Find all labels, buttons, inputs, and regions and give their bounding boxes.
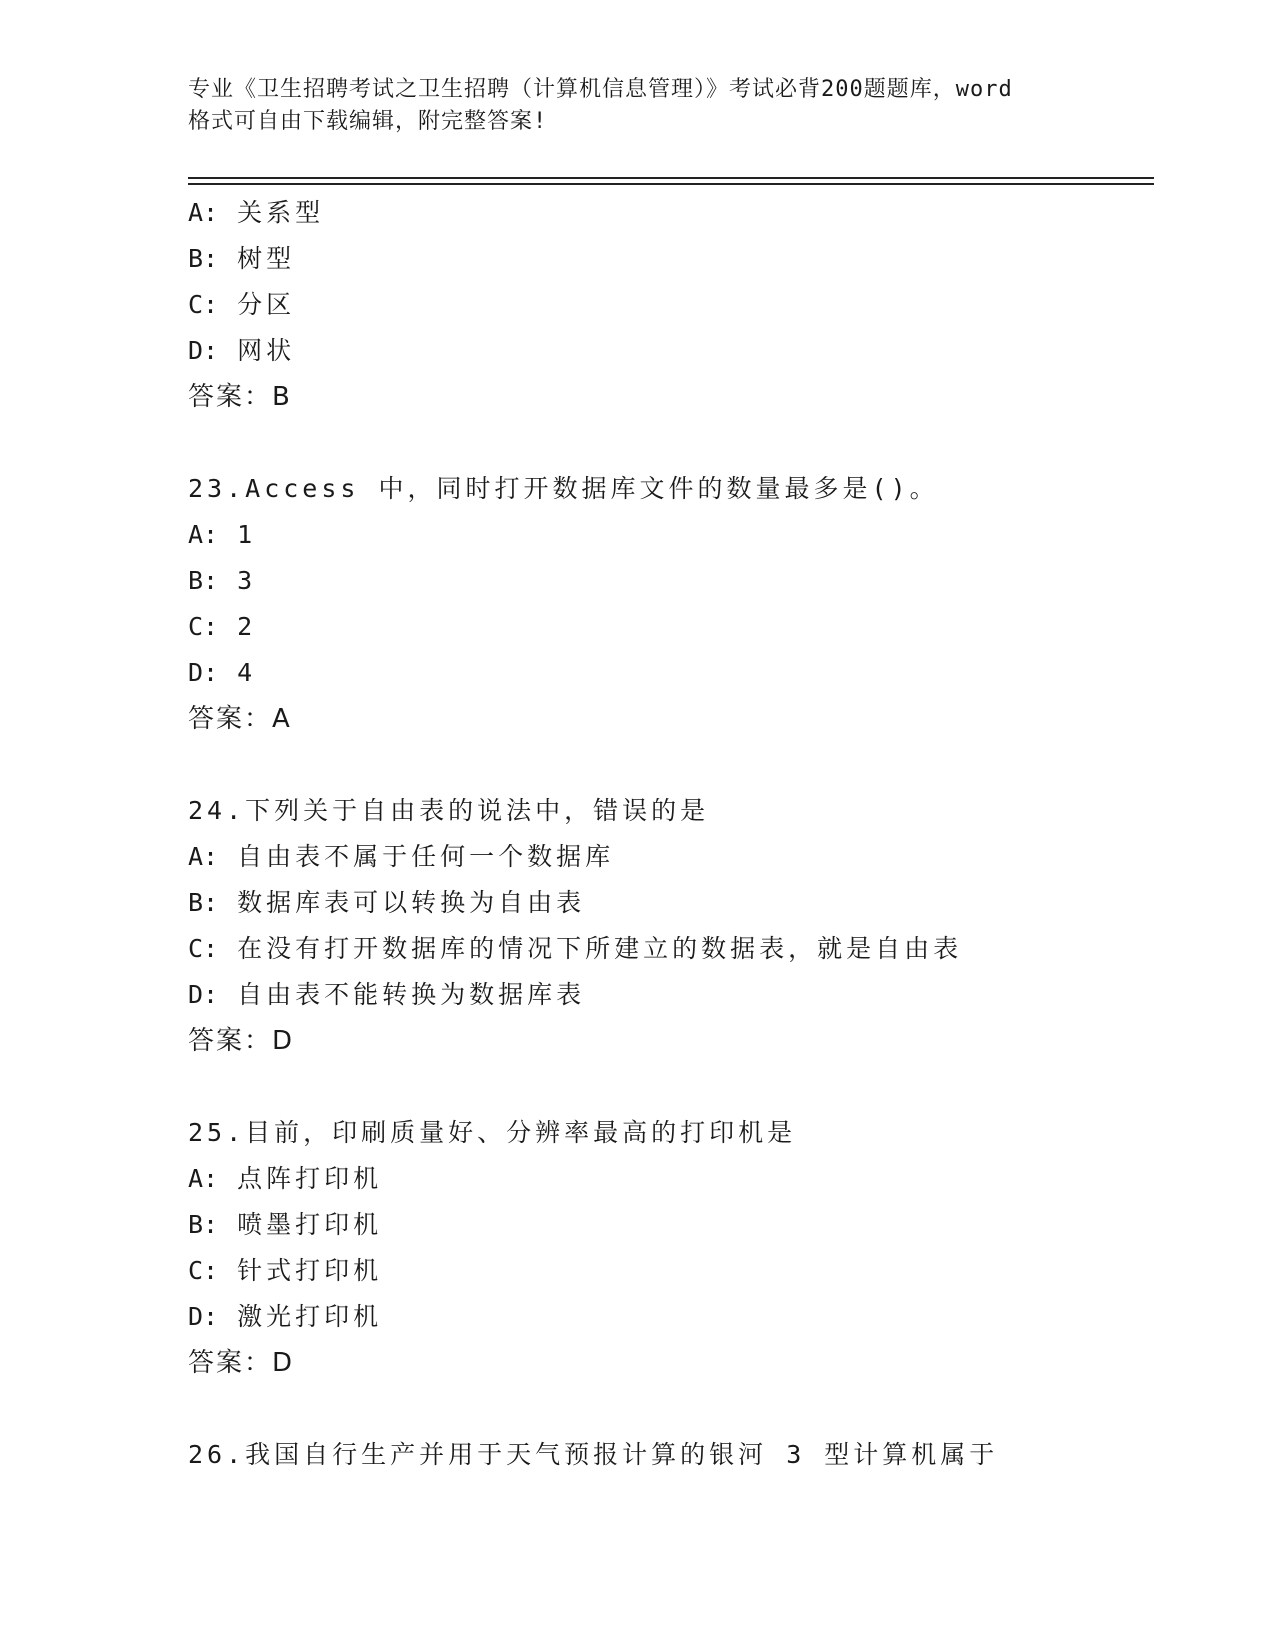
option-letter: B:	[188, 566, 219, 595]
option-row	[188, 972, 1188, 1018]
option-letter: C:	[188, 1256, 219, 1285]
option-letter: B:	[188, 888, 219, 917]
question-block-24	[188, 788, 1188, 1064]
option-letter: C:	[188, 290, 219, 319]
option-row	[188, 834, 1188, 880]
option-text: 2	[237, 612, 257, 641]
option-letter: B:	[188, 1210, 219, 1239]
option-row	[188, 926, 1188, 972]
question-stem: 23.Access 中，同时打开数据库文件的数量最多是()。	[188, 474, 939, 503]
option-text: 树型	[237, 244, 296, 273]
option-text: 4	[237, 658, 257, 687]
question-stem: 26.我国自行生产并用于天气预报计算的银河 3 型计算机属于	[188, 1440, 999, 1469]
spacer	[188, 742, 1188, 788]
option-text: 点阵打印机	[237, 1164, 383, 1193]
header-line-2: 格式可自由下载编辑，附完整答案!	[188, 109, 548, 134]
option-row	[188, 880, 1188, 926]
option-text: 喷墨打印机	[237, 1210, 383, 1239]
option-row	[188, 604, 1188, 650]
option-letter: D:	[188, 658, 219, 687]
spacer	[188, 1064, 1188, 1110]
option-letter: A:	[188, 520, 219, 549]
option-letter: C:	[188, 612, 219, 641]
spacer	[188, 1386, 1188, 1432]
option-text: 数据库表可以转换为自由表	[237, 888, 586, 917]
option-row	[188, 1202, 1188, 1248]
option-row	[188, 650, 1188, 696]
option-text: 自由表不属于任何一个数据库	[237, 842, 615, 871]
question-block-23	[188, 466, 1188, 742]
option-letter: A:	[188, 1164, 219, 1193]
option-text: 自由表不能转换为数据库表	[237, 980, 586, 1009]
option-row	[188, 558, 1188, 604]
option-letter: D:	[188, 336, 219, 365]
header-divider-top	[188, 177, 1154, 179]
option-text: 分区	[237, 290, 296, 319]
option-row	[188, 1156, 1188, 1202]
option-text: 网状	[237, 336, 296, 365]
header-line-1: 专业《卫生招聘考试之卫生招聘（计算机信息管理）》考试必背200题题库，word	[188, 77, 1013, 102]
question-list	[188, 190, 1188, 1478]
header-divider-bottom	[188, 183, 1154, 185]
option-letter: C:	[188, 934, 219, 963]
option-text: 针式打印机	[237, 1256, 383, 1285]
option-row	[188, 190, 1188, 236]
option-letter: D:	[188, 1302, 219, 1331]
question-block-25	[188, 1110, 1188, 1386]
option-letter: D:	[188, 980, 219, 1009]
answer-line: 答案：D	[188, 1026, 295, 1056]
option-text: 1	[237, 520, 257, 549]
answer-line: 答案：D	[188, 1348, 295, 1378]
option-letter: B:	[188, 244, 219, 273]
document-header	[188, 74, 1088, 138]
option-row	[188, 236, 1188, 282]
option-row	[188, 512, 1188, 558]
option-text: 关系型	[237, 198, 325, 227]
option-letter: A:	[188, 842, 219, 871]
option-text: 在没有打开数据库的情况下所建立的数据表，就是自由表	[237, 934, 963, 963]
spacer	[188, 420, 1188, 466]
option-text: 激光打印机	[237, 1302, 383, 1331]
option-row	[188, 1294, 1188, 1340]
question-stem: 24.下列关于自由表的说法中，错误的是	[188, 796, 710, 825]
option-row	[188, 1248, 1188, 1294]
option-text: 3	[237, 566, 257, 595]
question-block-26	[188, 1432, 1188, 1478]
option-letter: A:	[188, 198, 219, 227]
option-row	[188, 328, 1188, 374]
option-row	[188, 282, 1188, 328]
question-block-continued	[188, 190, 1188, 420]
question-stem: 25.目前，印刷质量好、分辨率最高的打印机是	[188, 1118, 797, 1147]
answer-line: 答案：A	[188, 704, 292, 734]
answer-line: 答案：B	[188, 382, 292, 412]
